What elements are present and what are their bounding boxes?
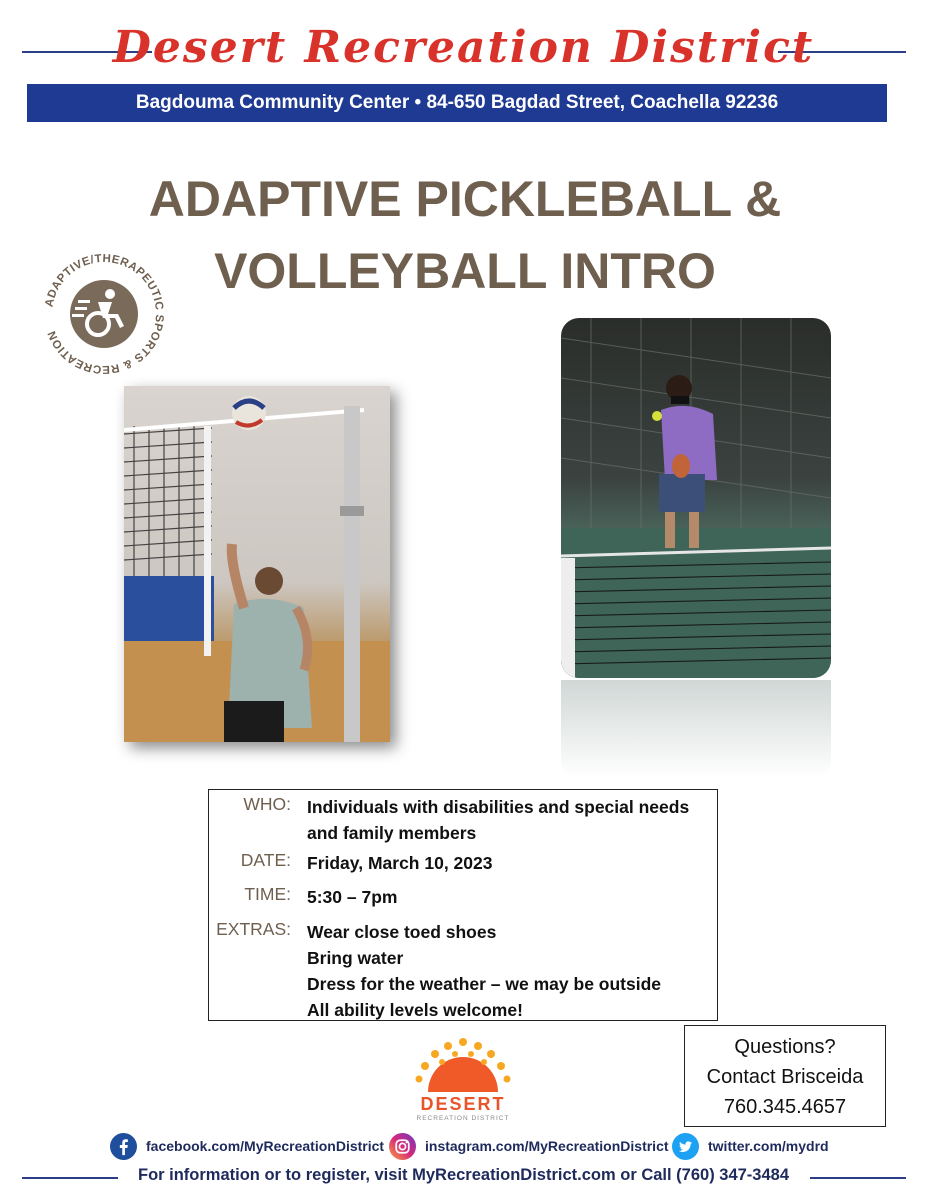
twitter-link[interactable] — [672, 1132, 829, 1160]
questions-contact: Contact Brisceida — [706, 1066, 864, 1088]
footer-info[interactable]: For information or to register, visit MyRecreationDistrict.com or Call (760) 347-3484 — [137, 1166, 790, 1184]
time-value: 5:30 – 7pm — [307, 887, 398, 907]
extras-line: Dress for the weather – we may be outside — [307, 974, 662, 994]
extras-line: Wear close toed shoes — [307, 922, 497, 942]
extras-value — [307, 919, 661, 1023]
date-label: DATE: — [240, 850, 291, 870]
time-label: TIME: — [244, 884, 291, 904]
facebook-link[interactable] — [110, 1132, 384, 1160]
extras-line: Bring water — [307, 948, 404, 968]
who-label: WHO: — [243, 794, 291, 814]
extras-label: EXTRAS: — [216, 919, 291, 939]
event-details-box — [208, 789, 718, 1021]
instagram-link[interactable] — [389, 1132, 669, 1160]
facebook-icon — [110, 1133, 137, 1160]
address-bar — [27, 84, 887, 122]
event-title-line1: ADAPTIVE PICKLEBALL & — [148, 171, 782, 227]
pickleball-photo-reflection — [561, 680, 831, 778]
questions-phone[interactable]: 760.345.4657 — [723, 1096, 847, 1118]
questions-heading: Questions? — [734, 1036, 836, 1058]
pickleball-photo-frame — [561, 318, 831, 778]
event-title-line2: VOLLEYBALL INTRO — [214, 243, 716, 299]
address-text: Bagdouma Community Center • 84-650 Bagdad Street, Coachella 92236 — [135, 92, 779, 113]
volleyball-photo — [124, 386, 390, 742]
facebook-url: facebook.com/MyRecreationDistrict — [146, 1138, 385, 1154]
sun-icon — [416, 1038, 511, 1092]
badge-ring-text: ADAPTIVE/THERAPEUTIC SPORTS & RECREATION — [43, 252, 166, 376]
adaptive-sports-badge — [40, 250, 168, 378]
logo-sub: RECREATION DISTRICT — [416, 1115, 510, 1122]
who-line: Individuals with disabilities and special needs — [307, 797, 690, 817]
date-value: Friday, March 10, 2023 — [307, 853, 493, 873]
twitter-icon — [672, 1133, 699, 1160]
org-name: Desert Recreation District — [112, 22, 815, 73]
who-value — [307, 794, 689, 846]
twitter-url: twitter.com/mydrd — [708, 1138, 829, 1154]
pickleball-photo — [561, 318, 831, 678]
instagram-icon — [389, 1133, 416, 1160]
who-line: and family members — [307, 823, 477, 843]
logo-word: DESERT — [420, 1094, 506, 1114]
desert-recreation-logo — [398, 1034, 528, 1124]
instagram-url: instagram.com/MyRecreationDistrict — [425, 1138, 669, 1154]
questions-box — [684, 1025, 886, 1127]
extras-line: All ability levels welcome! — [307, 1000, 523, 1020]
